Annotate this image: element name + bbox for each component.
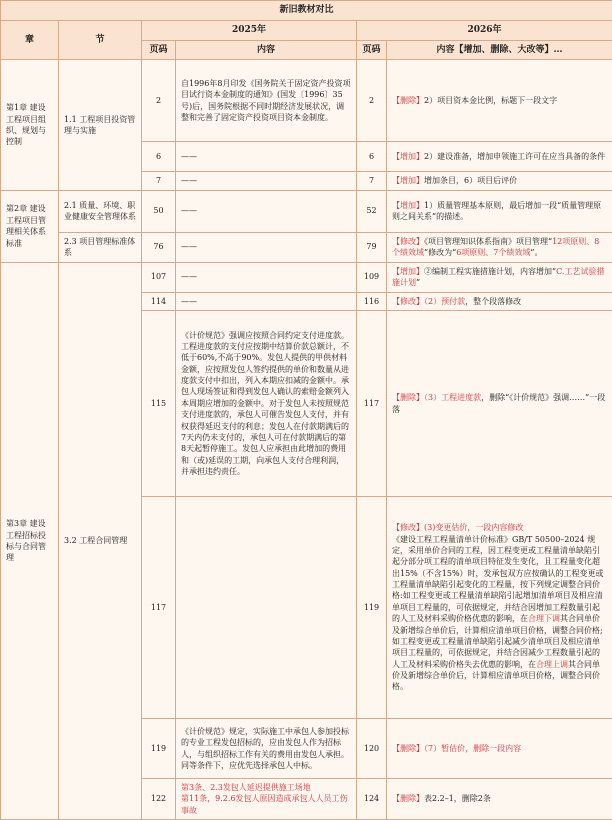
page-2026: 109 [357,262,387,292]
change-tag: 【删除】 [392,744,424,753]
page-2025: 115 [142,311,176,497]
header-content-2026: 内容【增加、删除、大改等】… [387,40,612,60]
table-title: 新旧教材对比 [1,1,612,21]
content-2025: 《计价规范》强调应按照合同约定支付进度款。工程进度款的支付应按期中结算价款总额计，不低于60%,不高于90%。发包人提供的甲供材料金额，应按照发包人签约提供的单价和数量从进度款支付中扣出，列入本期应扣减的金额中。承包人现场签证和得到发包人确认的索赔金额列入本周期应增加的金额中。对于发包人未按照规范支付进度款的，承包人可催告发包人支付，并有权获得延迟支付的利息；发包人在付款期满后的7天内仍未支付的，承包人可在付款期满后的第8天起暂停施工。发包人应承担由此增加的费用和（或)延误的工期，向承包人支付合理利润，并承担违约责任。 [176,311,357,497]
header-page-2026: 页码 [357,40,387,60]
table-row [1,190,612,232]
content-2026: 【修改】(3)变更估价，一段内容修改 《建设工程工程量清单计价标准》GB/T 50500–2024 规定，采用单价合同的工程，因工程变更或工程量清单缺陷引起分部分项工程的清单项目特征发生变化，且工程量变化超出15%（不含15%）时，发承包双方应按确认的工程变更或工程量清单缺陷引起变化的工程量，按下列规定调整合同价格:如工程变更或工程量清单缺陷引起增加清单项目及相应清单项目工程量的，可依据规定，并结合因增加工程数量引起的人工及材料采购价格优惠的影响，在合理下调其合同单价及新增综合单价后，计算相应清单项目价格，调整合同价格;如工程变更或工程量清单缺陷引起减少清单项目及相应清单项目工程量的，可依据规定，并结合因减少工程数量引起的人工及材料采购价格失去优惠的影响，在合理上调其合同单价及新增综合单价后，计算相应清单项目价格，调整合同价格。 [387,497,612,719]
section-cell: 3.2 工程合同管理 [59,262,142,819]
content-2025: 自1996年8月印发《国务院关于固定资产投资项目试行资本金制度的通知》(国发〔1996〕35号)后，国务院根据不同时期经济发展状况，调整和完善了固定资产投资项目资本金制度。 [176,60,357,142]
content-2026: 【增加】②编制工程实施措施计划，内容增加“C.工艺试验措施计划” [387,262,612,292]
page-2026: 6 [357,142,387,172]
change-tag: 【增加】 [392,201,424,210]
page-2025: 119 [142,719,176,779]
change-tag: 【删除】 [392,96,424,105]
page-2025: 50 [142,190,176,232]
header-chapter: 章 [1,20,59,60]
content-2026: 【增加】2）建设准备，增加申领施工许可在应当具备的条件 [387,142,612,172]
content-2025: —— [176,232,357,262]
page-2025: 7 [142,172,176,190]
section-cell: 2.3 项目管理标准体系 [59,232,142,262]
page-2025: 6 [142,142,176,172]
content-2026: 【修改】（2）预付款，整个段落修改 [387,292,612,310]
content-2025: —— [176,142,357,172]
content-2026: 【删除】（7）暂估价，删除一段内容 [387,719,612,779]
content-2026: 【增加】增加条目，6）项目后评价 [387,172,612,190]
change-tag: 【修改】 [392,523,424,532]
header-2026: 2026年 [357,20,612,40]
chapter-cell: 第3章 建设工程招标投标与合同管理 [1,262,59,819]
page-2025: 2 [142,60,176,142]
section-cell: 1.1 工程项目投资管理与实施 [59,60,142,190]
change-tag: 【增加】 [392,176,424,185]
page-2025: 117 [142,497,176,719]
header-2025: 2025年 [142,20,357,40]
change-tag: 【修改】 [392,297,424,306]
content-2026: 【删除】表2.2–1，删除2条 [387,779,612,820]
page-2026: 79 [357,232,387,262]
content-2025 [176,497,357,719]
change-tag: 【删除】 [392,393,424,402]
chapter-cell: 第1章 建设工程项目组织、规划与控制 [1,60,59,190]
page-2026: 52 [357,190,387,232]
change-tag: 【增加】 [392,267,424,276]
page-2026: 7 [357,172,387,190]
header-section: 节 [59,20,142,60]
page-2026: 120 [357,719,387,779]
content-2025: —— [176,262,357,292]
content-2026: 【删除】2）项目资本金比例，标题下一段文字 [387,60,612,142]
content-2025: 《计价规范》规定，实际施工中承包人参加投标的专业工程发包招标的，应由发包人作为招标人，与组织招标工作有关的费用由发包人承担。同等条件下，应优先选择承包人中标。 [176,719,357,779]
page-2026: 2 [357,60,387,142]
page-2026: 117 [357,311,387,497]
page-2025: 114 [142,292,176,310]
change-tag: 【修改】 [392,237,424,246]
section-cell: 2.1 质量、环境、职业健康安全管理体系 [59,190,142,232]
page-2026: 119 [357,497,387,719]
page-2025: 107 [142,262,176,292]
content-2025: —— [176,190,357,232]
content-2025: 第3条、2.3发包人延迟提供施工场地 第11条，9.2.6发包人原因造成承包人人员工伤事故 [176,779,357,820]
header-content-2025: 内容 [176,40,357,60]
chapter-cell: 第2章 建设工程项目管理相关体系标准 [1,190,59,262]
page-2026: 124 [357,779,387,820]
content-2026: 【修改】《项目管理知识体系指南》项目管理“12项原则、8个绩效域”修改为“6项原则、7个绩效域”。 [387,232,612,262]
change-tag: 【删除】 [392,794,424,803]
content-2026: 【增加】1）质量管理基本原则，最后增加一段“质量管理原则之间关系”的描述。 [387,190,612,232]
content-2025: —— [176,292,357,310]
content-2025: —— [176,172,357,190]
page-2025: 76 [142,232,176,262]
table-row [1,262,612,292]
content-2026: 【删除】（3）工程进度款，删除“《计价规范》强调……”一段落 [387,311,612,497]
header-page-2025: 页码 [142,40,176,60]
page-2025: 122 [142,779,176,820]
table-row [1,60,612,142]
page-2026: 116 [357,292,387,310]
change-tag: 【增加】 [392,152,424,161]
table-row [1,232,612,262]
